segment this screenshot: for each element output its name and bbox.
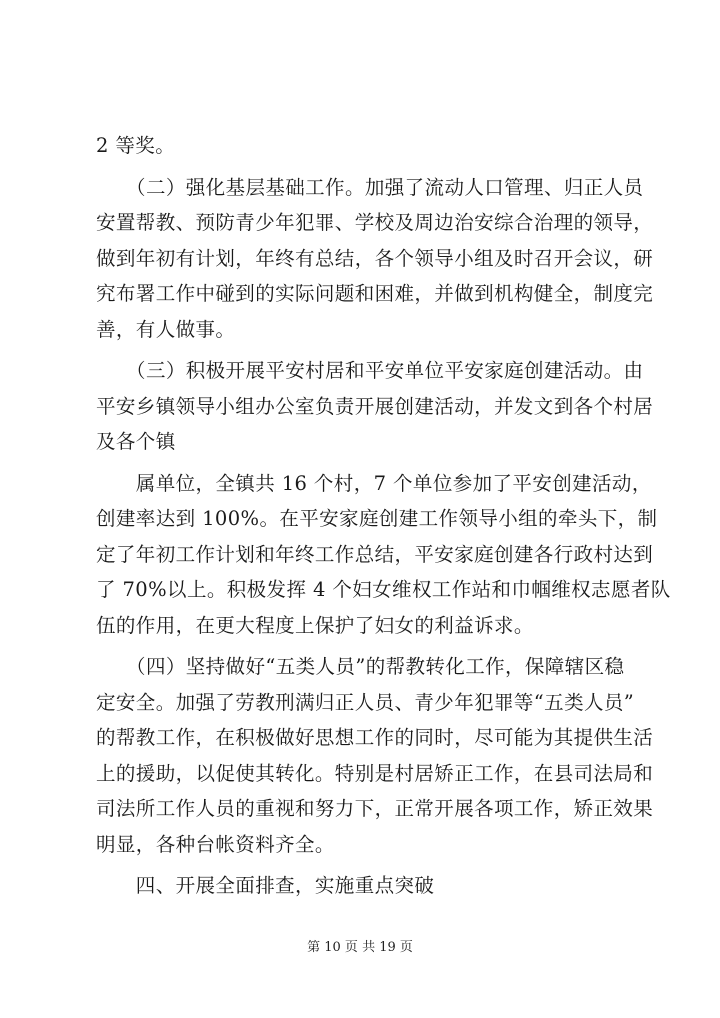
text-line-8: 平安乡镇领导小组办公室负责开展创建活动，并发文到各个村居	[96, 394, 654, 418]
text-line-10: 属单位，全镇共 16 个村，7 个单位参加了平安创建活动，	[96, 471, 652, 495]
section-heading: 四、开展全面排查，实施重点突破	[96, 874, 435, 897]
text-line-16: 定安全。加强了劳教刑满归正人员、青少年犯罪等“五类人员”	[96, 690, 635, 714]
text-line-7: （三）积极开展平安村居和平安单位平安家庭创建活动。由	[96, 359, 644, 382]
text-line-12: 定了年初工作计划和年终工作总结，平安家庭创建各行政村达到	[96, 542, 654, 566]
text-line-6: 善，有人做事。	[96, 317, 236, 341]
page-number-footer: 第 10 页 共 19 页	[307, 940, 413, 955]
text-line-3: 安置帮教、预防青少年犯罪、学校及周边治安综合治理的领导，	[96, 211, 654, 234]
text-line-11: 创建率达到 100%。在平安家庭创建工作领导小组的牵头下，制	[96, 507, 658, 530]
text-line-4: 做到年初有计划，年终有总结，各个领导小组及时召开会议，研	[96, 246, 654, 270]
text-line-9: 及各个镇	[96, 430, 176, 453]
body-text	[96, 128, 671, 904]
text-line-20: 明显，各种台帐资料齐全。	[96, 832, 335, 856]
text-line-1: 2 等奖。	[96, 134, 176, 157]
text-line-18: 上的援助，以促使其转化。特别是村居矫正工作，在县司法局和	[96, 761, 654, 785]
text-line-5: 究布署工作中碰到的实际问题和困难，并做到机构健全，制度完	[96, 282, 654, 305]
text-line-19: 司法所工作人员的重视和努力下，正常开展各项工作，矫正效果	[96, 797, 654, 820]
text-line-2: （二）强化基层基础工作。加强了流动人口管理、归正人员	[96, 175, 644, 199]
text-line-15: （四）坚持做好“五类人员”的帮教转化工作，保障辖区稳	[96, 655, 625, 678]
text-line-13: 了 70%以上。积极发挥 4 个妇女维权工作站和巾帼维权志愿者队	[96, 578, 671, 601]
text-line-17: 的帮教工作，在积极做好思想工作的同时，尽可能为其提供生活	[96, 726, 654, 749]
text-line-14: 伍的作用，在更大程度上保护了妇女的利益诉求。	[96, 613, 534, 637]
